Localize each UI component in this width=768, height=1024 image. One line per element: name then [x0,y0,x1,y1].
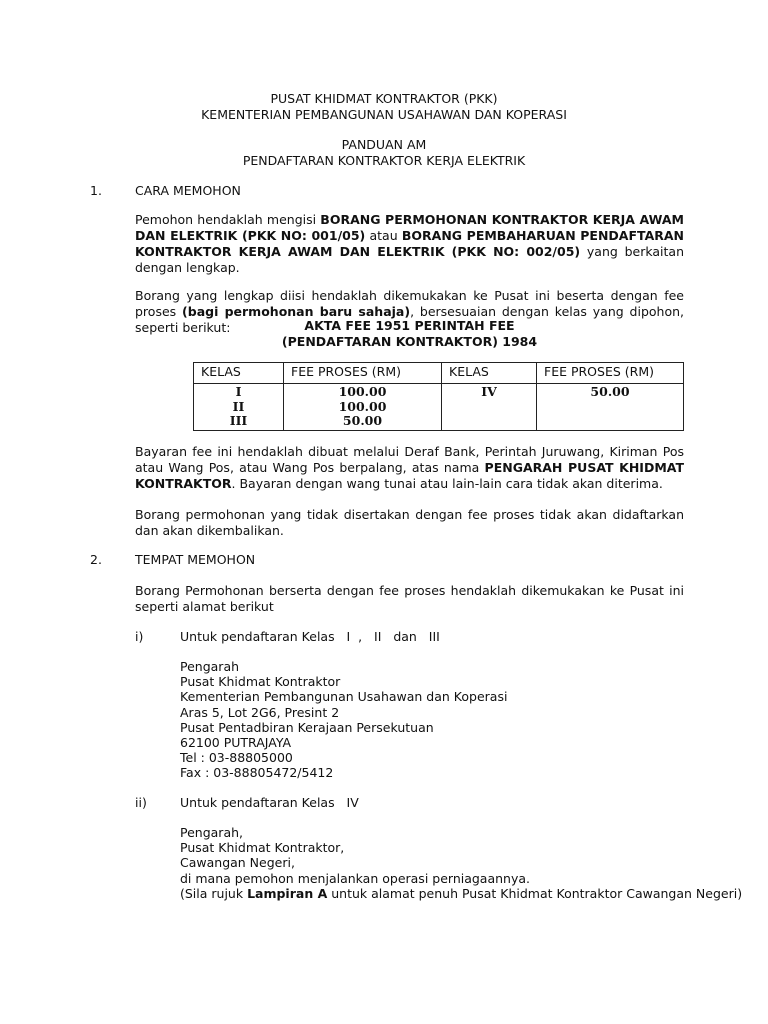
table-header-row [194,363,684,384]
form-name-002: BORANG PEMBAHARUAN PENDAFTARAN KONTRAKTOR KERJA AWAM DAN ELEKTRIK (PKK NO: 002/05) [135,228,685,259]
form-name-001: BORANG PERMOHONAN KONTRAKTOR KERJA AWAM DAN ELEKTRIK (PKK NO: 001/05) [135,212,684,243]
table-cell-kelas: IV [442,384,537,431]
section-1-paragraph-1: Pemohon hendaklah mengisi BORANG PERMOHONAN KONTRAKTOR KERJA AWAM DAN ELEKTRIK (PKK NO: 001/05) atau BORANG PEMBAHARUAN PENDAFTARAN KONTRAKTOR KERJA AWAM DAN ELEKTRIK (PKK NO: 002/05) yang berkaitan dengan lengkap. [135,212,685,275]
section-1-title: CARA MEMOHON [135,183,241,198]
table-header-cell: FEE PROSES (RM) [284,363,442,384]
item-1-text: Untuk pendaftaran Kelas I , II dan III [180,629,440,644]
appendix-note: (Sila rujuk Lampiran A untuk alamat penuh Pusat Khidmat Kontraktor Cawangan Negeri) [180,885,743,901]
spacer [0,123,768,137]
section-1-paragraph-3: Bayaran fee ini hendaklah dibuat melalui Deraf Bank, Perintah Juruwang, Kiriman Pos atau Wang Pos, atau Wang Pos berpalang, atas nama PENGARAH PUSAT KHIDMAT KONTRAKTOR. Bayaran dengan wang tunai atau lain-lain cara tidak akan diterima. [135,444,685,491]
section-2-intro: Borang Permohonan berserta dengan fee proses hendaklah dikemukakan ke Pusat ini seperti alamat berikut [135,583,684,614]
section-1-paragraph-2: Borang yang lengkap diisi hendaklah dikemukakan ke Pusat ini beserta dengan fee proses (bagi permohonan baru sahaja), bersesuaian dengan kelas yang dipohon, seperti berikut: [135,288,684,335]
table-cell-kelas: I II III [194,384,284,431]
act-title: AKTA FEE 1951 PERINTAH FEE (PENDAFTARAN KONTRAKTOR) 1984 [281,318,538,349]
table-row [194,384,684,431]
section-2-title: TEMPAT MEMOHON [135,552,256,567]
section-1-paragraph-4: Borang permohonan yang tidak disertakan dengan fee proses tidak akan didaftarkan dan akan dikembalikan. [135,507,684,538]
table-header-cell: KELAS [194,363,284,384]
item-1-label: i) [135,629,144,644]
table-header-cell: KELAS [442,363,537,384]
fee-table [193,362,684,431]
address-block-2: Pengarah, Pusat Khidmat Kontraktor, Cawangan Negeri, di mana pemohon menjalankan operasi perniagaannya. (Sila rujuk Lampiran A untuk alamat penuh Pusat Khidmat Kontraktor Cawangan Negeri) [180,825,743,901]
table-cell-fee: 50.00 [537,384,684,431]
item-2-label: ii) [135,795,147,810]
ministry-name: KEMENTERIAN PEMBANGUNAN USAHAWAN DAN KOPERASI [201,107,567,122]
doc-title: PANDUAN AM [341,137,427,152]
doc-subtitle: PENDAFTARAN KONTRAKTOR KERJA ELEKTRIK [242,153,526,168]
address-block-1: Pengarah Pusat Khidmat Kontraktor Kementerian Pembangunan Usahawan dan Koperasi Aras 5, Lot 2G6, Presint 2 Pusat Pentadbiran Kerajaan Persekutuan 62100 PUTRAJAYA Tel : 03-88805000 Fax : 03-88805472/5412 [180,659,508,781]
org-name: PUSAT KHIDMAT KONTRAKTOR (PKK) [270,91,498,106]
section-2-number: 2. [90,552,102,567]
document-header [0,91,768,169]
table-header-cell: FEE PROSES (RM) [537,363,684,384]
item-2-text: Untuk pendaftaran Kelas IV [180,795,359,810]
table-cell-fee: 100.00 100.00 50.00 [284,384,442,431]
section-1-number: 1. [90,183,102,198]
